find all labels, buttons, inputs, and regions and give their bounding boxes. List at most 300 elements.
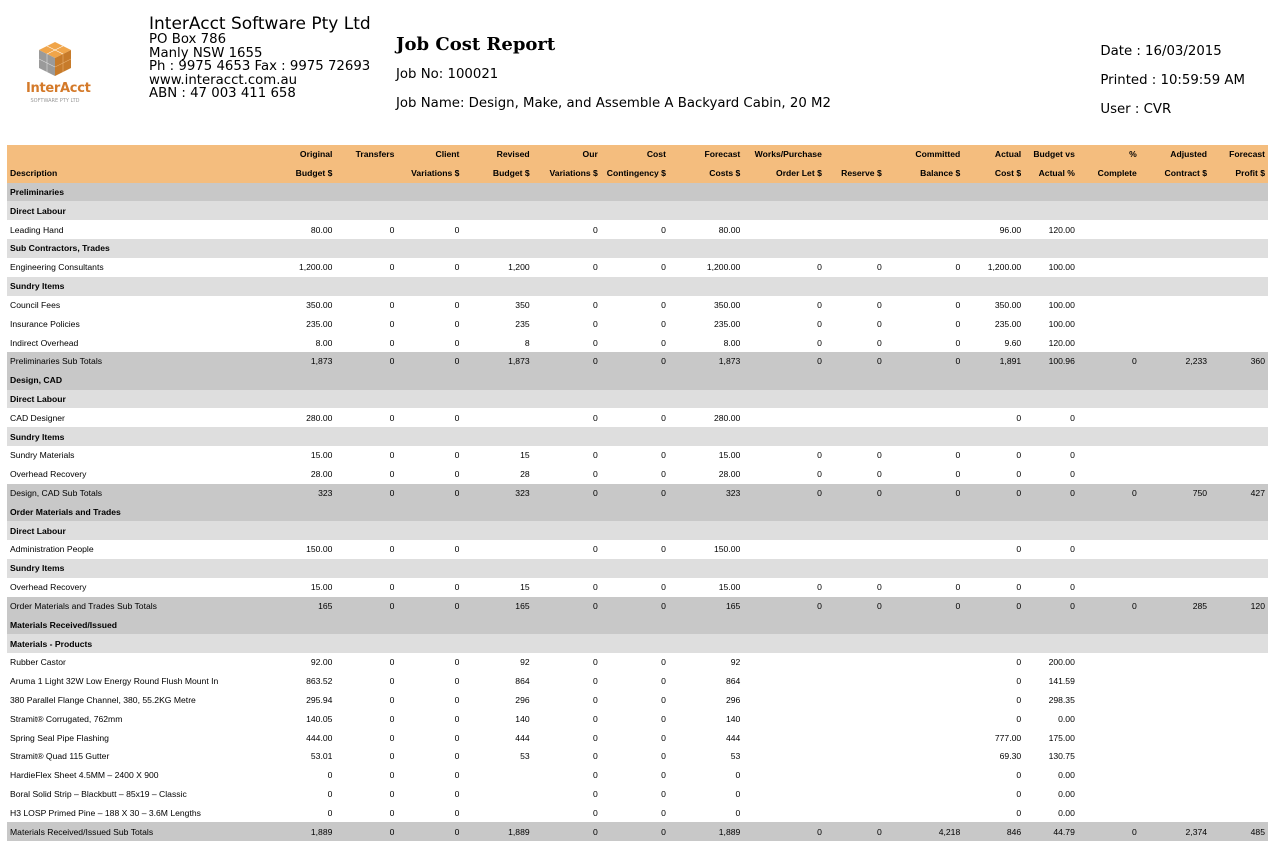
row-value: 0 [963,408,1024,427]
logo-tagline: SOFTWARE PTY LTD [30,98,80,104]
row-value: 0 [1078,597,1140,616]
row-value: 53 [669,747,743,766]
row-value: 0 [397,352,462,371]
row-value: 0 [601,333,669,352]
table-row [7,803,1268,822]
row-description: Sundry Materials [7,446,268,465]
row-value: 485 [1210,822,1268,841]
row-value: 44.79 [1024,822,1078,841]
row-value [825,653,885,672]
row-value [825,747,885,766]
row-value: 0 [825,484,885,503]
row-description: Aruma 1 Light 32W Low Energy Round Flush Mount In [7,672,268,691]
row-value [743,803,825,822]
report-date: Date : 16/03/2015 [1100,44,1222,59]
row-value: 0 [335,446,397,465]
row-value: 0 [885,597,963,616]
row-value: 0 [601,653,669,672]
row-value [1140,728,1210,747]
row-value [1140,408,1210,427]
table-row [7,540,1268,559]
row-value: 141.59 [1024,672,1078,691]
row-value: 0 [601,785,669,804]
row-description: Order Materials and Trades Sub Totals [7,597,268,616]
column-header-bottom: Cost $ [963,164,1024,183]
row-value: 0 [533,597,601,616]
row-value: 1,891 [963,352,1024,371]
row-value: 0 [885,446,963,465]
job-name: Job Name: Design, Make, and Assemble A Backyard Cabin, 20 M2 [396,96,831,111]
section-header-row [7,615,1268,634]
subsection-title: Sundry Items [7,559,1268,578]
row-value: 1,873 [268,352,335,371]
row-value: 0 [533,296,601,315]
column-header-bottom [335,164,397,183]
row-value: 0.00 [1024,785,1078,804]
row-value [885,691,963,710]
row-value: 0 [743,465,825,484]
table-row [7,747,1268,766]
row-value: 8.00 [268,333,335,352]
row-value [743,747,825,766]
row-value [1078,785,1140,804]
row-value: 0 [397,484,462,503]
column-header-bottom: Order Let $ [743,164,825,183]
row-value: 0 [335,691,397,710]
row-value [1140,653,1210,672]
table-row [7,465,1268,484]
row-value: 295.94 [268,691,335,710]
row-value: 750 [1140,484,1210,503]
row-value: 0 [825,465,885,484]
row-value [462,785,532,804]
row-value: 0 [885,578,963,597]
subsection-title: Sub Contractors, Trades [7,239,1268,258]
row-value: 28.00 [669,465,743,484]
row-description: Indirect Overhead [7,333,268,352]
column-header-bottom: Actual % [1024,164,1078,183]
row-value [743,728,825,747]
row-value [1210,653,1268,672]
row-value: 0 [397,220,462,239]
row-value [1210,803,1268,822]
row-value: 0 [1024,484,1078,503]
row-value: 0 [601,597,669,616]
subsection-title: Materials - Products [7,634,1268,653]
row-value: 120 [1210,597,1268,616]
row-value [885,220,963,239]
row-value: 0 [397,258,462,277]
column-header-top: Client [397,145,462,164]
row-value: 0.00 [1024,803,1078,822]
row-value: 0 [885,352,963,371]
row-value: 0 [533,258,601,277]
row-value: 0 [963,465,1024,484]
row-value [1210,728,1268,747]
row-value: 0 [601,747,669,766]
row-value: 0 [533,691,601,710]
row-value: 0 [743,446,825,465]
row-value [1078,258,1140,277]
row-value: 0 [885,465,963,484]
row-value: 1,200.00 [268,258,335,277]
subsection-title: Direct Labour [7,390,1268,409]
row-value: 175.00 [1024,728,1078,747]
row-value: 120.00 [1024,333,1078,352]
company-abn: ABN : 47 003 411 658 [149,86,296,101]
row-value: 0 [335,785,397,804]
row-value: 0 [601,465,669,484]
row-value [1210,672,1268,691]
row-value: 9.60 [963,333,1024,352]
subsection-title: Direct Labour [7,521,1268,540]
table-row [7,333,1268,352]
column-header-top: Revised [462,145,532,164]
column-header-top: Works/Purchase [743,145,825,164]
row-value [825,540,885,559]
row-value: 0 [335,465,397,484]
row-value: 150.00 [268,540,335,559]
row-value: 0 [601,672,669,691]
company-logo [26,41,91,107]
row-value [1140,709,1210,728]
row-value: 0 [397,446,462,465]
column-header-bottom: Budget $ [268,164,335,183]
row-value: 350.00 [268,296,335,315]
row-value: 0 [825,446,885,465]
table-row [7,691,1268,710]
column-header-top: Original [268,145,335,164]
row-value: 0 [397,465,462,484]
row-value [462,540,532,559]
row-value [1078,296,1140,315]
section-header-row [7,183,1268,202]
subsection-header-row [7,390,1268,409]
row-value: 0 [335,578,397,597]
table-row [7,709,1268,728]
row-value: 2,233 [1140,352,1210,371]
row-value: 0 [601,578,669,597]
row-value: 53.01 [268,747,335,766]
row-value [1210,766,1268,785]
row-value [885,540,963,559]
row-value: 0 [1024,540,1078,559]
row-value: 0 [397,728,462,747]
report-header [0,0,1274,145]
row-value: 0 [335,747,397,766]
row-value [1078,691,1140,710]
row-value: 0 [825,258,885,277]
subsection-header-row [7,634,1268,653]
row-value: 350.00 [669,296,743,315]
row-value: 0 [335,408,397,427]
subsection-header-row [7,521,1268,540]
row-value: 0 [601,728,669,747]
row-value: 0 [669,766,743,785]
row-value: 0.00 [1024,766,1078,785]
job-cost-table [7,145,1268,841]
row-value: 323 [268,484,335,503]
report-meta [1100,37,1245,124]
row-value: 0 [397,672,462,691]
row-value [1210,408,1268,427]
row-value [743,785,825,804]
row-value: 0 [743,258,825,277]
row-value [1140,314,1210,333]
row-value [885,803,963,822]
row-value: 0 [601,408,669,427]
row-value [1078,465,1140,484]
row-value [1210,709,1268,728]
row-value [825,691,885,710]
row-value [1078,766,1140,785]
subtotal-row [7,597,1268,616]
row-value: 0 [397,296,462,315]
subsection-header-row [7,427,1268,446]
header-row-bottom [7,164,1268,183]
row-value: 15 [462,446,532,465]
row-value [1140,803,1210,822]
row-value: 323 [669,484,743,503]
row-description: Boral Solid Strip – Blackbutt – 85x19 – Classic [7,785,268,804]
section-header-row [7,371,1268,390]
row-value: 0 [397,578,462,597]
row-value: 285 [1140,597,1210,616]
row-value [825,803,885,822]
row-value: 0 [533,446,601,465]
row-value [1078,728,1140,747]
row-value: 0 [669,803,743,822]
row-value [885,785,963,804]
row-value: 0 [335,597,397,616]
row-value: 360 [1210,352,1268,371]
row-description: Rubber Castor [7,653,268,672]
subtotal-row [7,822,1268,841]
table-row [7,728,1268,747]
row-value: 53 [462,747,532,766]
row-value: 100.00 [1024,296,1078,315]
row-description: Design, CAD Sub Totals [7,484,268,503]
row-value: 0 [268,785,335,804]
row-value: 120.00 [1024,220,1078,239]
row-value [1078,314,1140,333]
row-value: 846 [963,822,1024,841]
report-user: User : CVR [1100,102,1172,117]
row-value: 0 [533,653,601,672]
report-title: Job Cost Report [396,34,556,55]
row-value: 0 [885,314,963,333]
row-value [1078,220,1140,239]
subsection-title: Sundry Items [7,277,1268,296]
row-value [743,766,825,785]
row-value: 0 [397,785,462,804]
subsection-header-row [7,277,1268,296]
row-value: 0 [397,709,462,728]
row-value: 15 [462,578,532,597]
row-value: 0 [963,766,1024,785]
row-value: 0 [1024,578,1078,597]
row-value: 0 [825,296,885,315]
company-phone: Ph : 9975 4653 Fax : 9975 72693 [149,59,371,74]
row-value: 864 [669,672,743,691]
row-value: 0 [963,540,1024,559]
row-value: 0 [825,314,885,333]
row-value: 0 [397,314,462,333]
row-value: 0 [743,597,825,616]
row-value: 0 [963,484,1024,503]
row-value: 0 [601,803,669,822]
table-body [7,183,1268,841]
row-description: H3 LOSP Primed Pine – 188 X 30 – 3.6M Lengths [7,803,268,822]
column-header-bottom: Balance $ [885,164,963,183]
row-value: 0.00 [1024,709,1078,728]
row-value: 0 [533,578,601,597]
row-value: 92.00 [268,653,335,672]
row-value: 235.00 [268,314,335,333]
row-value: 0 [397,597,462,616]
table-row [7,653,1268,672]
row-value [825,766,885,785]
row-value: 0 [963,578,1024,597]
row-value: 0 [397,408,462,427]
row-value: 96.00 [963,220,1024,239]
row-value: 280.00 [669,408,743,427]
row-value: 0 [1078,352,1140,371]
row-value: 140 [669,709,743,728]
row-value [1210,578,1268,597]
row-value: 0 [963,446,1024,465]
row-value: 0 [268,803,335,822]
row-value: 80.00 [669,220,743,239]
row-value: 0 [825,352,885,371]
row-value: 0 [533,465,601,484]
company-details [149,15,371,101]
row-value [462,803,532,822]
row-value: 92 [669,653,743,672]
row-value [1140,578,1210,597]
table-row [7,408,1268,427]
row-value: 280.00 [268,408,335,427]
row-value [1078,446,1140,465]
subsection-header-row [7,239,1268,258]
row-value [1210,747,1268,766]
company-address-line: PO Box 786 [149,32,227,47]
logo-wordmark: InterAcct [26,81,91,96]
table-row [7,296,1268,315]
row-value: 1,889 [669,822,743,841]
row-value: 0 [743,333,825,352]
row-value: 0 [335,709,397,728]
row-value [885,672,963,691]
row-value: 0 [963,709,1024,728]
row-value: 0 [963,691,1024,710]
row-value: 863.52 [268,672,335,691]
row-value [1140,672,1210,691]
row-value [1140,747,1210,766]
row-value: 1,200 [462,258,532,277]
row-value: 350.00 [963,296,1024,315]
row-value: 15.00 [669,578,743,597]
row-value [1078,747,1140,766]
section-title: Design, CAD [7,371,1268,390]
row-value: 0 [335,333,397,352]
row-value: 0 [825,333,885,352]
row-value: 0 [743,822,825,841]
subtotal-row [7,484,1268,503]
row-value: 140 [462,709,532,728]
row-value [462,408,532,427]
row-description: Materials Received/Issued Sub Totals [7,822,268,841]
row-value: 0 [601,296,669,315]
column-header-top [7,145,268,164]
table-header [7,145,1268,183]
row-value [885,709,963,728]
row-value: 235.00 [669,314,743,333]
column-header-top: % [1078,145,1140,164]
row-value: 0 [533,333,601,352]
row-value [1210,691,1268,710]
column-header-bottom: Description [7,164,268,183]
row-value: 15.00 [268,578,335,597]
row-value: 15.00 [669,446,743,465]
column-header-bottom: Contract $ [1140,164,1210,183]
row-value: 0 [335,766,397,785]
company-name: InterAcct Software Pty Ltd [149,14,371,34]
column-header-bottom: Budget $ [462,164,532,183]
row-value: 1,873 [462,352,532,371]
row-value: 0 [1078,484,1140,503]
row-value: 427 [1210,484,1268,503]
company-address-line: Manly NSW 1655 [149,45,263,61]
row-value: 0 [601,766,669,785]
row-value: 235 [462,314,532,333]
row-value [1210,296,1268,315]
row-value: 864 [462,672,532,691]
row-value: 0 [963,597,1024,616]
row-value: 200.00 [1024,653,1078,672]
row-value [1140,465,1210,484]
row-value [825,709,885,728]
table-row [7,672,1268,691]
row-value [1210,258,1268,277]
column-header-top: Our [533,145,601,164]
row-value: 444 [669,728,743,747]
row-value: 0 [601,352,669,371]
table-row [7,314,1268,333]
row-value [885,408,963,427]
row-value: 165 [669,597,743,616]
row-value: 0 [335,803,397,822]
section-title: Order Materials and Trades [7,502,1268,521]
row-value: 15.00 [268,446,335,465]
row-value: 69.30 [963,747,1024,766]
row-value: 0 [885,484,963,503]
table-row [7,258,1268,277]
row-value: 165 [462,597,532,616]
row-value: 0 [335,653,397,672]
section-header-row [7,502,1268,521]
column-header-top: Forecast [1210,145,1268,164]
row-value: 0 [335,484,397,503]
row-value: 0 [743,296,825,315]
row-value: 0 [601,446,669,465]
row-value: 100.00 [1024,314,1078,333]
row-value: 1,873 [669,352,743,371]
row-value [1140,220,1210,239]
row-value: 4,218 [885,822,963,841]
row-value: 0 [397,803,462,822]
row-value [825,408,885,427]
